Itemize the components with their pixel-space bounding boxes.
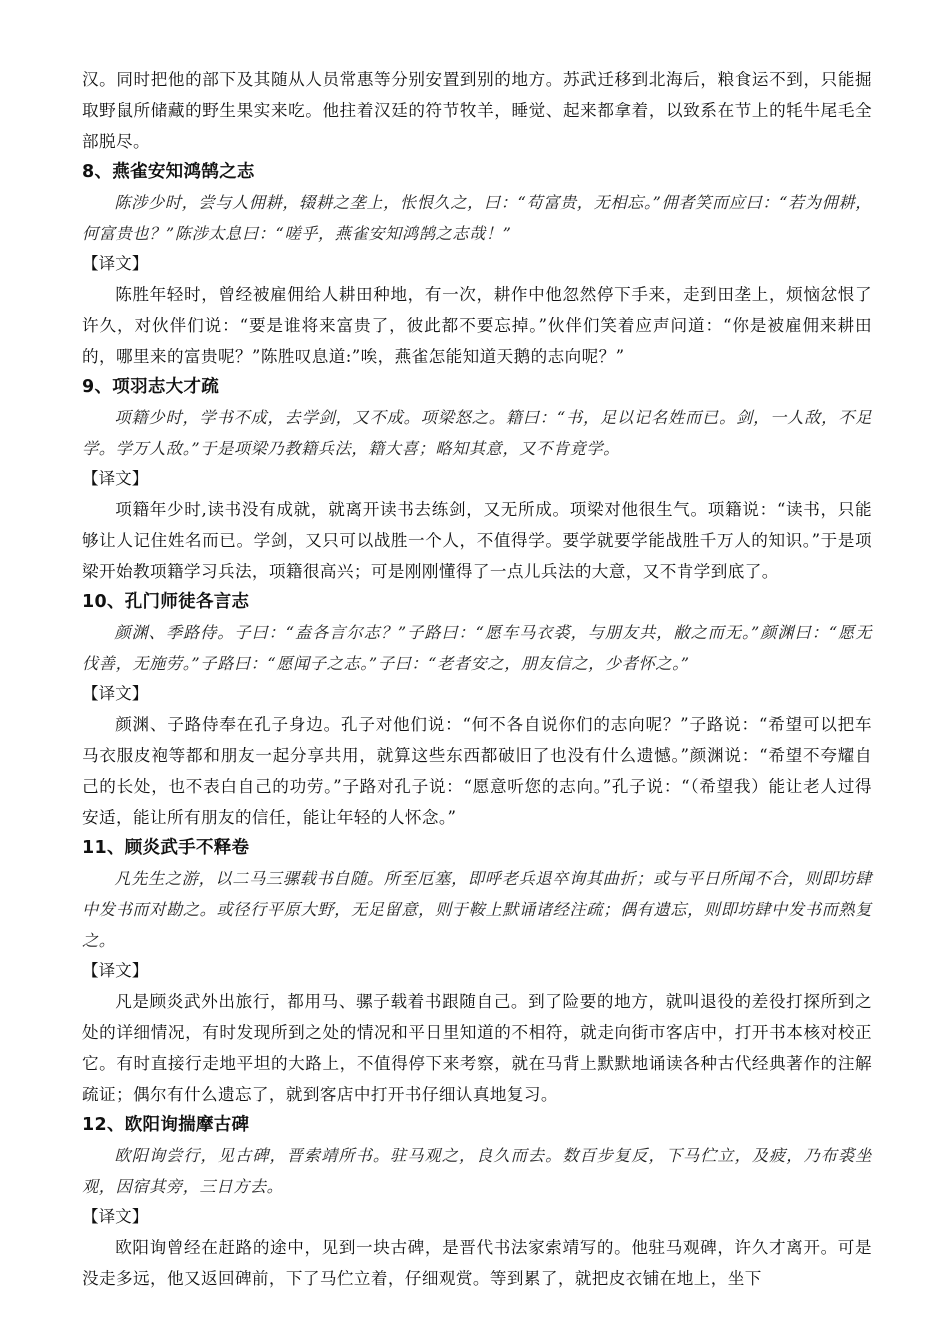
original-text: 项籍少时，学书不成，去学剑，又不成。项梁怒之。籍曰：“书，足以记名姓而已。剑，一人敌，不足学。学万人敌。”于是项梁乃教籍兵法，籍大喜；略知其意，又不肯竟学。 [82,408,872,458]
translation-text: 欧阳询曾经在赶路的途中，见到一块古碑，是晋代书法家索靖写的。他驻马观碑，许久才离开。可是没走多远，他又返回碑前，下了马伫立着，仔细观赏。等到累了，就把皮衣铺在地上，坐下 [82,1238,872,1288]
section-title: 8、燕雀安知鸿鹄之志 [82,162,255,182]
translation-label: 【译文】 [82,254,149,273]
document-page [82,64,872,1294]
section-title: 12、欧阳询揣摩古碑 [82,1115,250,1135]
translation-text: 凡是顾炎武外出旅行，都用马、骡子载着书跟随自己。到了险要的地方，就叫退役的差役打探所到之处的详细情况，有时发现所到之处的情况和平日里知道的不相符，就走向街市客店中，打开书本核对校正它。有时直接行走地平坦的大路上，不值得停下来考察，就在马背上默默地诵读各种古代经典著作的注解疏证；偶尔有什么遗忘了，就到客店中打开书仔细认真地复习。 [82,992,872,1104]
original-text: 欧阳询尝行，见古碑，晋索靖所书。驻马观之，良久而去。数百步复反，下马伫立，及疲，乃布裘坐观，因宿其旁，三日方去。 [82,1146,872,1196]
translation-text: 项籍年少时,读书没有成就，就离开读书去练剑，又无所成。项梁对他很生气。项籍说：“读书，只能够让人记住姓名而已。学剑，又只可以战胜一个人，不值得学。要学就要学能战胜千万人的知识。”于是项梁开始教项籍学习兵法，项籍很高兴；可是刚刚懂得了一点儿兵法的大意，又不肯学到底了。 [82,500,872,581]
section-title: 9、项羽志大才疏 [82,377,220,397]
original-text: 颜渊、季路侍。子曰：“盍各言尔志？”子路曰：“愿车马衣裘，与朋友共，敝之而无。”颜渊曰：“愿无伐善，无施劳。”子路曰：“愿闻子之志。”子曰：“老者安之，朋友信之，少者怀之。” [82,623,872,673]
original-text: 陈涉少时，尝与人佣耕，辍耕之垄上，怅恨久之，曰：“苟富贵，无相忘。”佣者笑而应曰：“若为佣耕，何富贵也？”陈涉太息曰：“嗟乎，燕雀安知鸿鹄之志哉！” [82,193,872,243]
section-title: 11、顾炎武手不释卷 [82,838,250,858]
original-text: 凡先生之游，以二马三骡载书自随。所至厄塞，即呼老兵退卒询其曲折；或与平日所闻不合，则即坊肆中发书而对勘之。或径行平原大野，无足留意，则于鞍上默诵诸经注疏；偶有遗忘，则即坊肆中发书而熟复之。 [82,869,872,950]
translation-label: 【译文】 [82,469,149,488]
section-11 [82,833,872,1110]
section-10 [82,587,872,833]
section-9 [82,372,872,587]
translation-label: 【译文】 [82,961,149,980]
section-title: 10、孔门师徒各言志 [82,592,250,612]
section-8 [82,157,872,372]
section-12 [82,1110,872,1294]
intro-paragraph: 汉。同时把他的部下及其随从人员常惠等分别安置到别的地方。苏武迁移到北海后，粮食运不到，只能掘取野鼠所储藏的野生果实来吃。他拄着汉廷的符节牧羊，睡觉、起来都拿着，以致系在节上的牦牛尾毛全部脱尽。 [82,70,872,151]
translation-text: 颜渊、子路侍奉在孔子身边。孔子对他们说：“何不各自说你们的志向呢？”子路说：“希望可以把车马衣服皮袍等都和朋友一起分享共用，就算这些东西都破旧了也没有什么遗憾。”颜渊说：“希望不夸耀自己的长处，也不表白自己的功劳。”子路对孔子说：“愿意听您的志向。”孔子说：“（希望我）能让老人过得安适，能让所有朋友的信任，能让年轻的人怀念。” [82,715,872,827]
translation-text: 陈胜年轻时，曾经被雇佣给人耕田种地，有一次，耕作中他忽然停下手来，走到田垄上，烦恼忿恨了许久，对伙伴们说：“要是谁将来富贵了，彼此都不要忘掉。”伙伴们笑着应声问道：“你是被雇佣来耕田的，哪里来的富贵呢？”陈胜叹息道:”唉，燕雀怎能知道天鹅的志向呢？” [82,285,872,366]
translation-label: 【译文】 [82,1207,149,1226]
translation-label: 【译文】 [82,684,149,703]
